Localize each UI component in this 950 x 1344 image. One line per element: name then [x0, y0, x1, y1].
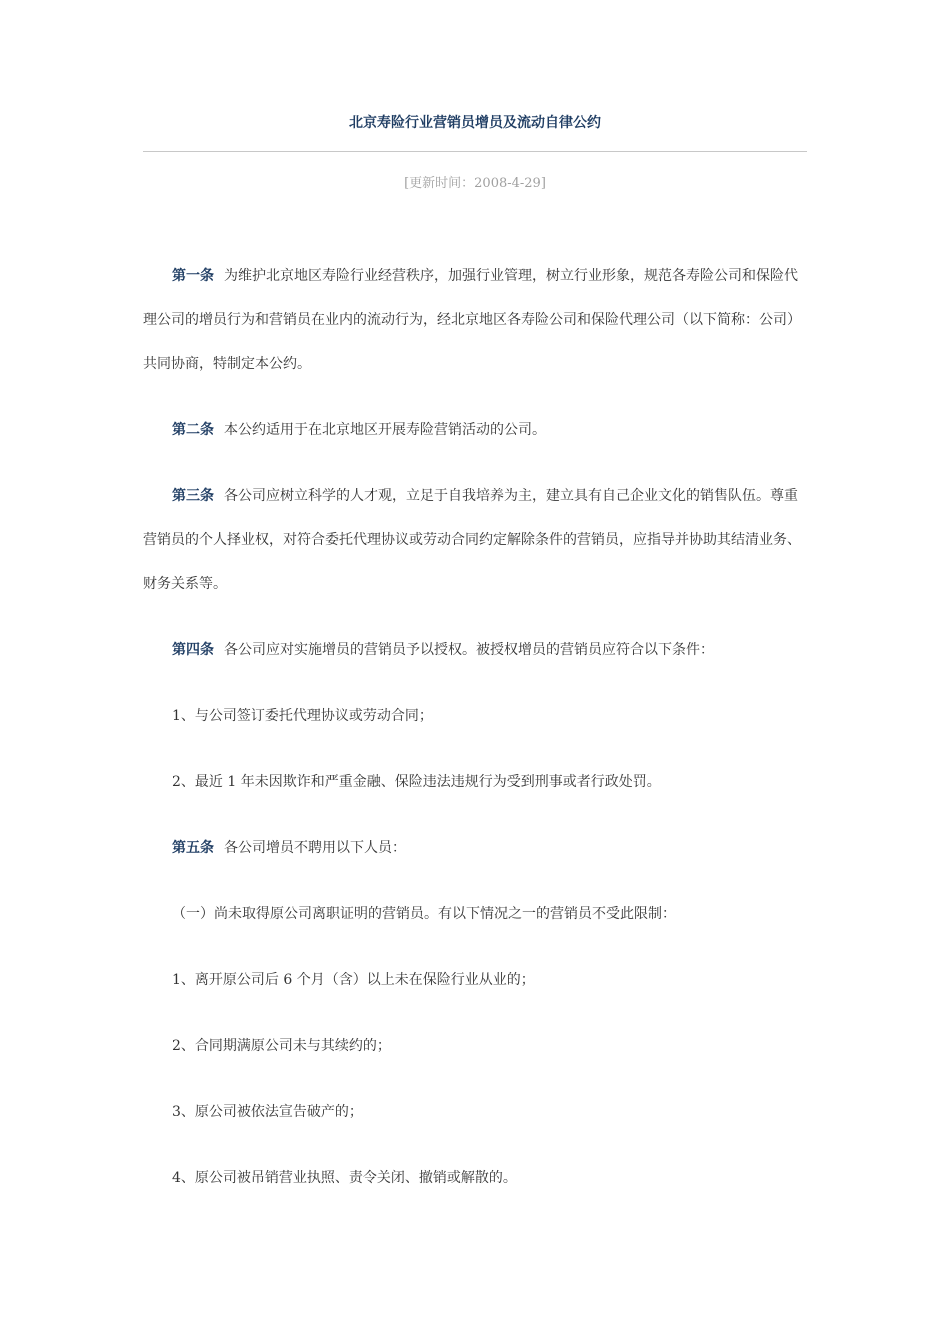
article-5: [143, 826, 807, 870]
article-text: 各公司应树立科学的人才观，立足于自我培养为主，建立具有自己企业文化的销售队伍。尊重营销员的个人择业权，对符合委托代理协议或劳动合同约定解除条件的营销员，应指导并协助其结清业务、财务关系等。: [143, 488, 801, 592]
article-text: 各公司增员不聘用以下人员：: [224, 840, 406, 856]
list-item: （一）尚未取得原公司离职证明的营销员。有以下情况之一的营销员不受此限制：: [172, 906, 676, 922]
article-text: 本公约适用于在北京地区开展寿险营销活动的公司。: [224, 422, 546, 438]
article-label: 第一条: [172, 268, 214, 284]
article-text: 各公司应对实施增员的营销员予以授权。被授权增员的营销员应符合以下条件：: [224, 642, 714, 658]
update-time: [更新时间：2008-4-29]: [404, 176, 546, 191]
list-item: 3、原公司被依法宣告破产的；: [172, 1104, 363, 1120]
list-item: 2、最近 1 年未因欺诈和严重金融、保险违法违规行为受到刑事或者行政处罚。: [172, 774, 661, 790]
article-3: [143, 474, 807, 606]
article-2: [143, 408, 807, 452]
list-item: 4、原公司被吊销营业执照、责令关闭、撤销或解散的。: [172, 1170, 517, 1186]
title-divider: [143, 151, 807, 152]
article-body: [143, 254, 807, 1200]
article-label: 第五条: [172, 840, 214, 856]
page-title: 北京寿险行业营销员增员及流动自律公约: [349, 115, 601, 131]
article-4: [143, 628, 807, 672]
list-item: 1、与公司签订委托代理协议或劳动合同；: [172, 708, 433, 724]
article-label: 第三条: [172, 488, 214, 504]
list-item: 1、离开原公司后 6 个月（含）以上未在保险行业从业的；: [172, 972, 535, 988]
article-label: 第二条: [172, 422, 214, 438]
article-text: 为维护北京地区寿险行业经营秩序，加强行业管理，树立行业形象，规范各寿险公司和保险代理公司的增员行为和营销员在业内的流动行为，经北京地区各寿险公司和保险代理公司（以下简称：公司）共同协商，特制定本公约。: [143, 268, 801, 372]
list-item: 2、合同期满原公司未与其续约的；: [172, 1038, 391, 1054]
article-label: 第四条: [172, 642, 214, 658]
article-1: [143, 254, 807, 386]
